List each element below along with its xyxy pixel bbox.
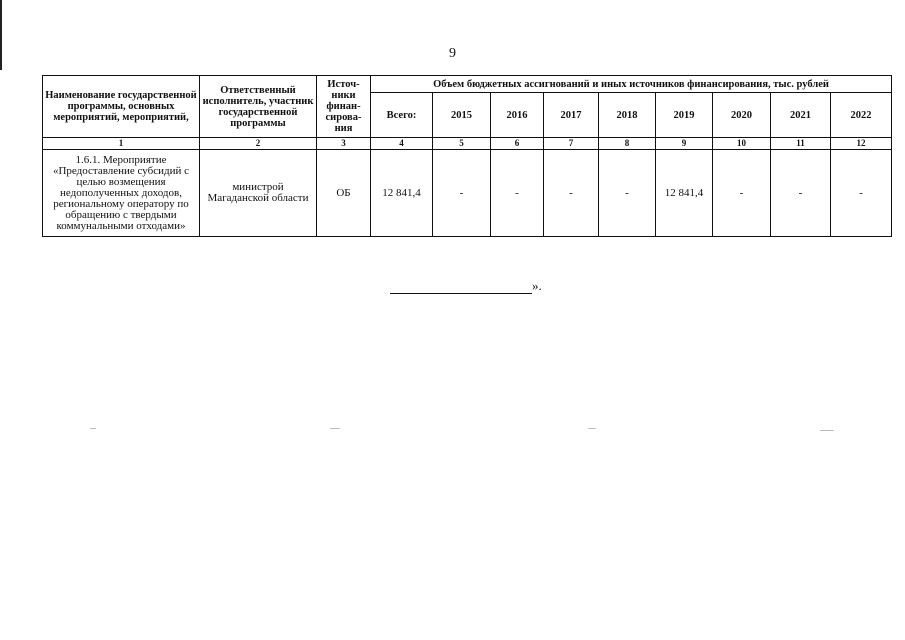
scan-speck (90, 428, 96, 429)
scan-speck (330, 428, 340, 429)
column-number: 1 (43, 138, 200, 150)
source-cell: ОБ (317, 150, 371, 237)
year-value-cell: - (771, 150, 831, 237)
header-executor: Ответственный исполнитель, участник государственной программы (200, 76, 317, 138)
closing-quote-mark: ». (532, 278, 542, 293)
header-year: 2016 (491, 93, 544, 138)
year-value-cell: - (433, 150, 491, 237)
header-name: Наименование государственной программы, основных мероприятий, мероприятий, (43, 76, 200, 138)
year-value-cell: - (491, 150, 544, 237)
column-number-row (43, 138, 892, 150)
table-row (43, 150, 892, 237)
column-number: 2 (200, 138, 317, 150)
underline-rule (390, 281, 532, 294)
year-value-cell: - (831, 150, 892, 237)
header-year: 2015 (433, 93, 491, 138)
page-number: 9 (449, 46, 456, 61)
column-number: 12 (831, 138, 892, 150)
header-total: Всего: (371, 93, 433, 138)
year-value-cell: - (599, 150, 656, 237)
column-number: 11 (771, 138, 831, 150)
column-number: 9 (656, 138, 713, 150)
scan-speck (820, 430, 834, 431)
header-year: 2017 (544, 93, 599, 138)
closing-line (390, 278, 542, 294)
header-volume: Объем бюджетных ассигнований и иных источников финансирования, тыс. рублей (371, 76, 892, 93)
column-number: 5 (433, 138, 491, 150)
budget-table (42, 75, 892, 237)
year-value-cell: - (544, 150, 599, 237)
year-value-cell: 12 841,4 (656, 150, 713, 237)
column-number: 3 (317, 138, 371, 150)
column-number: 8 (599, 138, 656, 150)
event-name-cell: 1.6.1. Мероприятие «Предоставление субсидий с целью возмещения недополученных доходов, региональному оператору по обращению с твердыми коммунальными отходами» (43, 150, 200, 237)
header-year: 2022 (831, 93, 892, 138)
scan-speck (588, 428, 596, 429)
year-value-cell: - (713, 150, 771, 237)
header-year: 2020 (713, 93, 771, 138)
table-header-row (43, 76, 892, 93)
column-number: 10 (713, 138, 771, 150)
header-year: 2019 (656, 93, 713, 138)
header-year: 2021 (771, 93, 831, 138)
executor-cell: министрой Магаданской области (200, 150, 317, 237)
column-number: 6 (491, 138, 544, 150)
column-number: 4 (371, 138, 433, 150)
header-source: Источ-ники финан-сирова-ния (317, 76, 371, 138)
total-cell: 12 841,4 (371, 150, 433, 237)
column-number: 7 (544, 138, 599, 150)
header-year: 2018 (599, 93, 656, 138)
